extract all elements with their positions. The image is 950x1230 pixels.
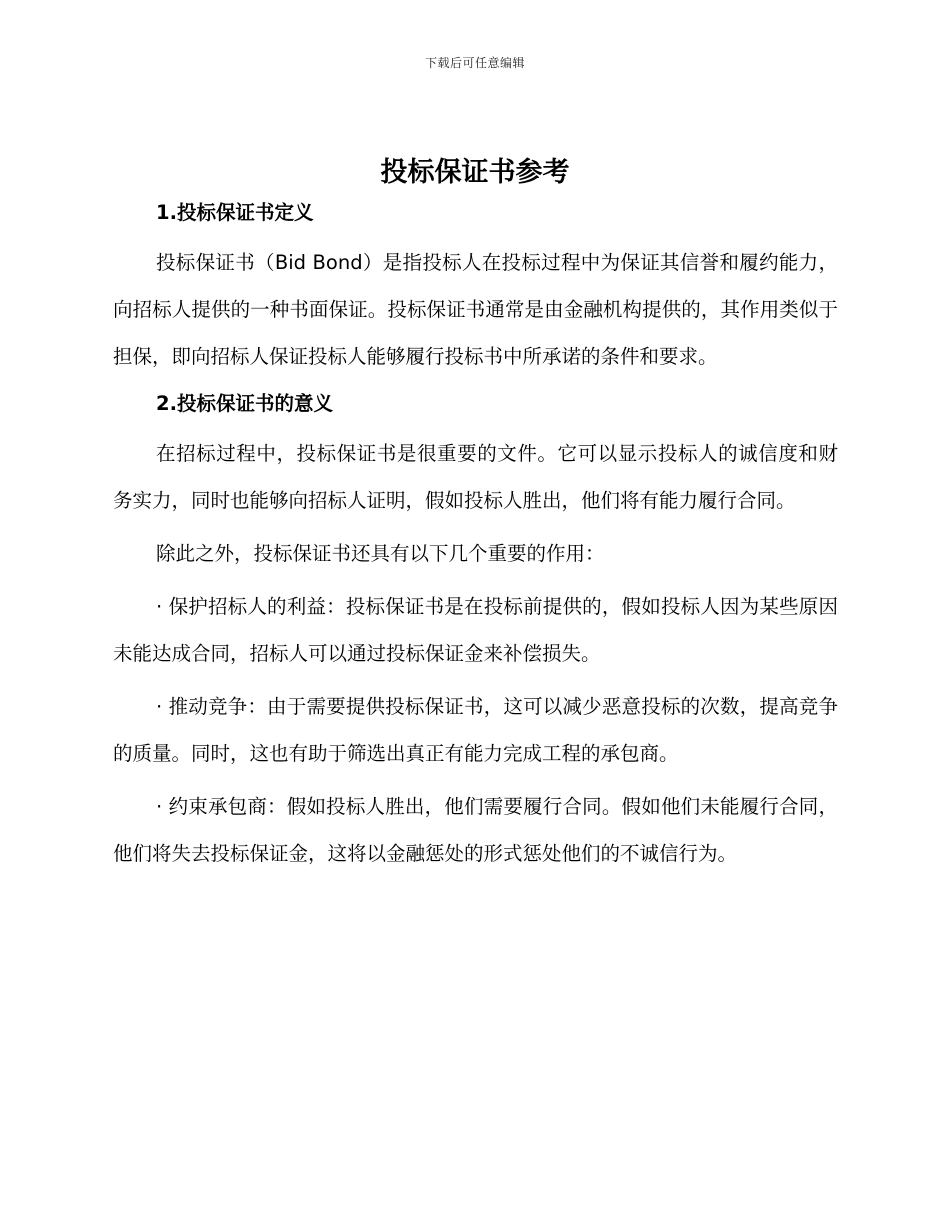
section-heading-definition: 1.投标保证书定义 <box>156 201 314 224</box>
section-heading-significance: 2.投标保证书的意义 <box>156 392 333 415</box>
paragraph-definition: 投标保证书（Bid Bond）是指投标人在投标过程中为保证其信誉和履约能力，向招标人提供的一种书面保证。投标保证书通常是由金融机构提供的，其作用类似于担保，即向招标人保证投标人能够履行投标书中所承诺的条件和要求。 <box>113 251 838 368</box>
document-body <box>113 195 838 877</box>
bullet-item-constrain-contractor: · 约束承包商：假如投标人胜出，他们需要履行合同。假如他们未能履行合同，他们将失去投标保证金，这将以金融惩处的形式惩处他们的不诚信行为。 <box>113 795 838 865</box>
paragraph-significance: 在招标过程中，投标保证书是很重要的文件。它可以显示投标人的诚信度和财务实力，同时也能够向招标人证明，假如投标人胜出，他们将有能力履行合同。 <box>113 442 838 512</box>
header-note: 下载后可任意编辑 <box>424 56 525 70</box>
paragraph-functions-intro: 除此之外，投标保证书还具有以下几个重要的作用： <box>156 542 605 565</box>
bullet-item-promote-competition: · 推动竞争：由于需要提供投标保证书，这可以减少恶意投标的次数，提高竞争的质量。同时，这也有助于筛选出真正有能力完成工程的承包商。 <box>113 695 838 765</box>
document-title: 投标保证书参考 <box>380 157 570 188</box>
bullet-item-protect-interests: · 保护招标人的利益：投标保证书是在投标前提供的，假如投标人因为某些原因未能达成合同，招标人可以通过投标保证金来补偿损失。 <box>113 595 838 665</box>
